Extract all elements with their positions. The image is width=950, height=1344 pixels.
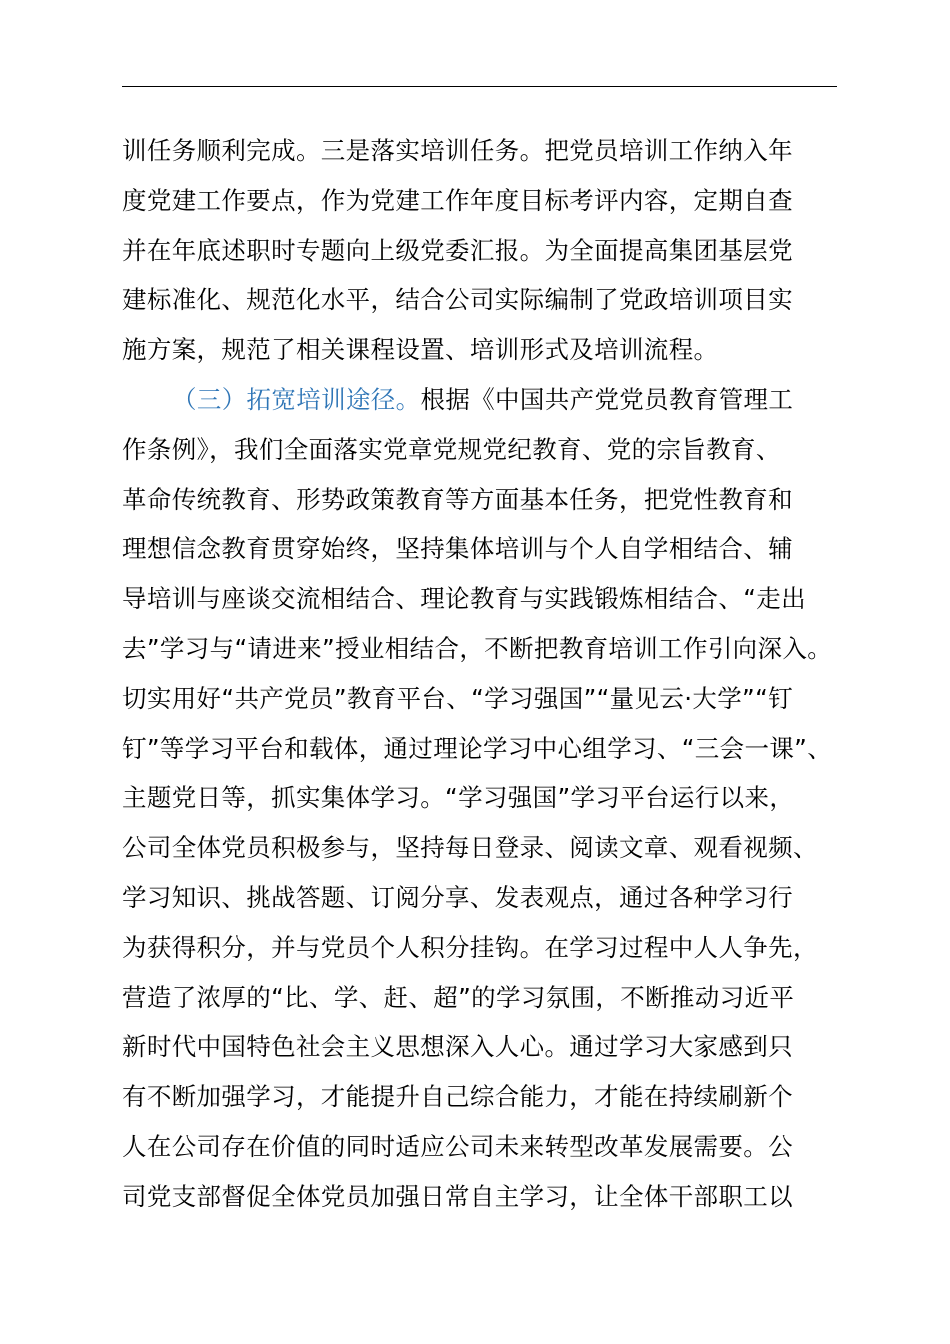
header-rule xyxy=(122,86,837,87)
paragraph-line: 导培训与座谈交流相结合、理论教育与实践锻炼相结合、“走出 xyxy=(122,584,806,614)
paragraph-line: 钉”等学习平台和载体，通过理论学习中心组学习、“三会一课”、 xyxy=(122,733,833,763)
paragraph-line: 并在年底述职时专题向上级党委汇报。为全面提高集团基层党 xyxy=(122,235,793,265)
paragraph-line: 公司全体党员积极参与，坚持每日登录、阅读文章、观看视频、 xyxy=(122,833,818,863)
paragraph-line: 作条例》，我们全面落实党章党规党纪教育、党的宗旨教育、 xyxy=(122,434,781,464)
paragraph-line: 人在公司存在价值的同时适应公司未来转型改革发展需要。公 xyxy=(122,1131,793,1161)
paragraph-line: 训任务顺利完成。三是落实培训任务。把党员培训工作纳入年 xyxy=(122,136,793,165)
paragraph-line: 为获得积分，并与党员个人积分挂钩。在学习过程中人人争先， xyxy=(122,932,818,962)
paragraph-line: 主题党日等，抓实集体学习。“学习强国”学习平台运行以来， xyxy=(122,783,795,813)
document-body xyxy=(122,126,862,1222)
paragraph-line: 营造了浓厚的“比、学、赶、超”的学习氛围，不断推动习近平 xyxy=(122,982,795,1012)
paragraph-line: 切实用好“共产党员”教育平台、“学习强国”“量见云·大学”“钉 xyxy=(122,683,793,713)
paragraph-line: 施方案，规范了相关课程设置、培训形式及培训流程。 xyxy=(122,335,719,365)
paragraph-line: 理想信念教育贯穿始终，坚持集体培训与个人自学相结合、辅 xyxy=(122,534,793,564)
paragraph-line: 去”学习与“请进来”授业相结合，不断把教育培训工作引向深入。 xyxy=(122,633,833,663)
paragraph-line: 学习知识、挑战答题、订阅分享、发表观点，通过各种学习行 xyxy=(122,882,793,912)
paragraph-line: 革命传统教育、形势政策教育等方面基本任务，把党性教育和 xyxy=(122,484,793,514)
section-first-line xyxy=(122,375,862,425)
section-heading: （三）拓宽培训途径。 xyxy=(172,384,421,414)
paragraph-line: 建标准化、规范化水平，结合公司实际编制了党政培训项目实 xyxy=(122,285,793,315)
paragraph-line: 有不断加强学习，才能提升自己综合能力，才能在持续刷新个 xyxy=(122,1082,793,1112)
paragraph-line: 新时代中国特色社会主义思想深入人心。通过学习大家感到只 xyxy=(122,1032,793,1062)
paragraph-line: 司党支部督促全体党员加强日常自主学习，让全体干部职工以 xyxy=(122,1181,793,1211)
paragraph-line: 度党建工作要点，作为党建工作年度目标考评内容，定期自查 xyxy=(122,185,793,215)
section-lead-text: 根据《中国共产党党员教育管理工 xyxy=(420,384,794,414)
